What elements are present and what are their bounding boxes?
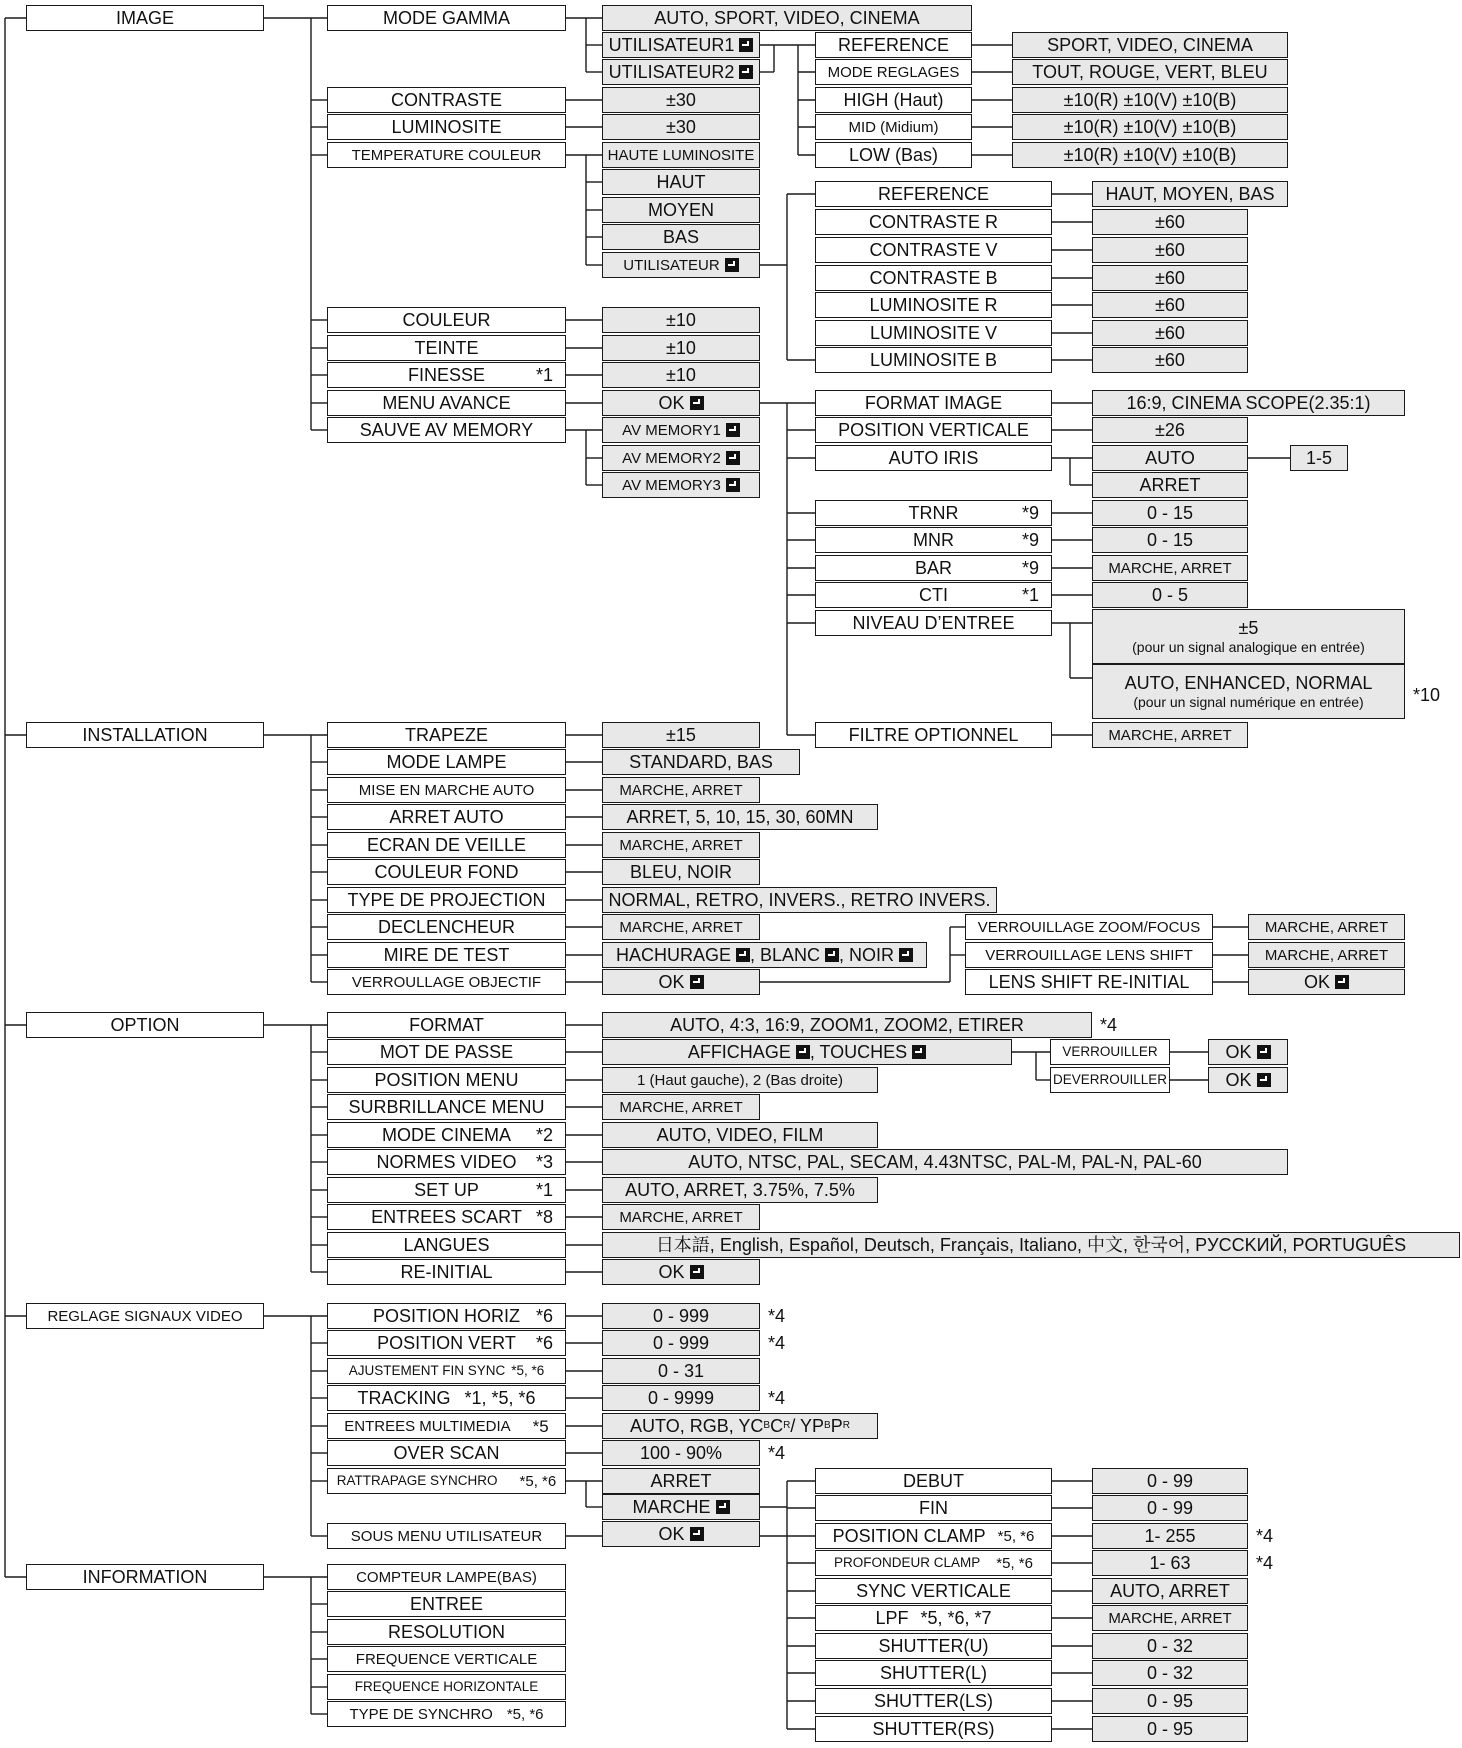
normes-video-footnote: *3 [535, 1152, 553, 1172]
mise-en-marche-auto-item: MISE EN MARCHE AUTO [327, 777, 566, 803]
temp-user-luminosite-r: LUMINOSITE R [815, 292, 1052, 318]
lpf-item: LPF *5, *6, *7 [815, 1605, 1052, 1631]
auto-iris-item: AUTO IRIS [815, 445, 1052, 471]
enter-icon [690, 1265, 704, 1279]
ajustement-fin-sync-value: 0 - 31 [602, 1358, 760, 1384]
normes-video-item: NORMES VIDEO *3 [327, 1149, 566, 1175]
mode-gamma-value: AUTO, SPORT, VIDEO, CINEMA [602, 5, 972, 31]
enter-icon [739, 38, 753, 52]
sous-menu-utilisateur-ok: OK [602, 1521, 760, 1547]
gamma-sub-low-value: ±10(R) ±10(V) ±10(B) [1012, 142, 1288, 168]
auto-iris-arret: ARRET [1092, 472, 1248, 498]
enter-icon [716, 1500, 730, 1514]
langues-value: 日本語, English, Español, Deutsch, Français, Italiano, 中文, 한국어, PУCCKИЙ, PORTUGUÊS [602, 1232, 1460, 1258]
temp-user-reference-value: HAUT, MOYEN, BAS [1092, 181, 1288, 207]
enter-icon [1335, 975, 1349, 989]
category-reglage-signaux-video: REGLAGE SIGNAUX VIDEO [26, 1303, 264, 1329]
mode-gamma-item: MODE GAMMA [327, 5, 566, 31]
over-scan-value: 100 - 90% [602, 1440, 760, 1466]
set-up-footnote: *1 [535, 1180, 553, 1200]
verrouillage-zoom-focus-item: VERROUILLAGE ZOOM/FOCUS [965, 914, 1213, 940]
arret-auto-item: ARRET AUTO [327, 804, 566, 830]
position-clamp-value: 1- 255 [1092, 1523, 1248, 1549]
rattrapage-marche: MARCHE [602, 1494, 760, 1520]
luminosite-value: ±30 [602, 114, 760, 140]
temp-user-contraste-r-value: ±60 [1092, 209, 1248, 235]
verrouiller-ok: OK [1208, 1039, 1288, 1065]
tracking-note4: *4 [768, 1388, 786, 1408]
teinte-item: TEINTE [327, 335, 566, 361]
temp-utilisateur: UTILISATEUR [602, 252, 760, 278]
enter-icon [736, 948, 750, 962]
finesse-footnote: *1 [535, 365, 553, 385]
tracking-footnote: *1, *5, *6 [464, 1388, 536, 1408]
langues-item: LANGUES [327, 1232, 566, 1258]
format-image-value: 16:9, CINEMA SCOPE(2.35:1) [1092, 390, 1405, 416]
verrouillage-lens-shift-value: MARCHE, ARRET [1248, 942, 1405, 968]
position-vert-footnote: *6 [535, 1333, 553, 1353]
type-de-projection-value: NORMAL, RETRO, INVERS., RETRO INVERS. [602, 887, 997, 913]
mnr-item: MNR *9 [815, 527, 1052, 553]
gamma-sub-high: HIGH (Haut) [815, 87, 972, 113]
couleur-fond-item: COULEUR FOND [327, 859, 566, 885]
couleur-value: ±10 [602, 307, 760, 333]
lens-shift-reinitial-item: LENS SHIFT RE-INITIAL [965, 969, 1213, 995]
bar-value: MARCHE, ARRET [1092, 555, 1248, 581]
fin-item: FIN [815, 1495, 1052, 1521]
enter-icon [690, 1527, 704, 1541]
deverrouiller-ok: OK [1208, 1067, 1288, 1093]
set-up-item: SET UP *1 [327, 1177, 566, 1203]
av-memory2: AV MEMORY2 [602, 445, 760, 471]
entree-item: ENTREE [327, 1591, 566, 1617]
temp-user-luminosite-b: LUMINOSITE B [815, 347, 1052, 373]
format-value: AUTO, 4:3, 16:9, ZOOM1, ZOOM2, ETIRER [602, 1012, 1092, 1038]
temp-user-contraste-b-value: ±60 [1092, 265, 1248, 291]
gamma-sub-mid-value: ±10(R) ±10(V) ±10(B) [1012, 114, 1288, 140]
auto-iris-range: 1-5 [1290, 445, 1348, 471]
cti-value: 0 - 5 [1092, 582, 1248, 608]
position-verticale-value: ±26 [1092, 417, 1248, 443]
gamma-sub-low: LOW (Bas) [815, 142, 972, 168]
position-vert-value: 0 - 999 [602, 1330, 760, 1356]
category-option: OPTION [26, 1012, 264, 1038]
surbrillance-menu-value: MARCHE, ARRET [602, 1094, 760, 1120]
enter-icon [899, 948, 913, 962]
mode-cinema-item: MODE CINEMA *2 [327, 1122, 566, 1148]
resolution-item: RESOLUTION [327, 1619, 566, 1645]
entrees-multimedia-value: AUTO, RGB, YC B C R / YP B P R [602, 1413, 878, 1439]
tracking-item: TRACKING *1, *5, *6 [327, 1385, 566, 1411]
surbrillance-menu-item: SURBRILLANCE MENU [327, 1094, 566, 1120]
position-horiz-item: POSITION HORIZ *6 [327, 1303, 566, 1329]
type-de-synchro-footnote: *5, *6 [506, 1705, 544, 1723]
temp-user-reference: REFERENCE [815, 181, 1052, 207]
arret-auto-value: ARRET, 5, 10, 15, 30, 60MN [602, 804, 878, 830]
entrees-multimedia-item: ENTREES MULTIMEDIA *5 [327, 1413, 566, 1439]
normes-video-value: AUTO, NTSC, PAL, SECAM, 4.43NTSC, PAL-M, PAL-N, PAL-60 [602, 1149, 1288, 1175]
position-horiz-value: 0 - 999 [602, 1303, 760, 1329]
menu-avance-item: MENU AVANCE [327, 390, 566, 416]
mnr-value: 0 - 15 [1092, 527, 1248, 553]
enter-icon [1257, 1045, 1271, 1059]
cti-footnote: *1 [1021, 585, 1039, 605]
position-clamp-note4: *4 [1256, 1526, 1274, 1546]
enter-icon [726, 478, 740, 492]
niveau-footnote: *10 [1413, 685, 1441, 705]
category-image: IMAGE [26, 5, 264, 31]
re-initial-ok: OK [602, 1259, 760, 1285]
ajustement-fin-sync-footnote: *5, *6 [511, 1363, 545, 1379]
profondeur-clamp-value: 1- 63 [1092, 1550, 1248, 1576]
temp-user-contraste-v-value: ±60 [1092, 237, 1248, 263]
cti-item: CTI *1 [815, 582, 1052, 608]
teinte-value: ±10 [602, 335, 760, 361]
shutter-ls-item: SHUTTER(LS) [815, 1688, 1052, 1714]
gamma-sub-high-value: ±10(R) ±10(V) ±10(B) [1012, 87, 1288, 113]
declencheur-item: DECLENCHEUR [327, 914, 566, 940]
frequence-verticale-item: FREQUENCE VERTICALE [327, 1646, 566, 1672]
finesse-value: ±10 [602, 362, 760, 388]
gamma-sub-reference: REFERENCE [815, 32, 972, 58]
verrouillage-zoom-focus-value: MARCHE, ARRET [1248, 914, 1405, 940]
enter-icon [739, 65, 753, 79]
entrees-scart-value: MARCHE, ARRET [602, 1204, 760, 1230]
temp-user-luminosite-b-value: ±60 [1092, 347, 1248, 373]
mode-lampe-value: STANDARD, BAS [602, 749, 800, 775]
re-initial-item: RE-INITIAL [327, 1259, 566, 1285]
filtre-optionnel-value: MARCHE, ARRET [1092, 722, 1248, 748]
trnr-value: 0 - 15 [1092, 500, 1248, 526]
av-memory3: AV MEMORY3 [602, 472, 760, 498]
temp-user-contraste-b: CONTRASTE B [815, 265, 1052, 291]
mode-cinema-footnote: *2 [535, 1125, 553, 1145]
set-up-value: AUTO, ARRET, 3.75%, 7.5% [602, 1177, 878, 1203]
niveau-entree-item: NIVEAU D’ENTREE [815, 610, 1052, 636]
mnr-footnote: *9 [1021, 530, 1039, 550]
compteur-lampe-item: COMPTEUR LAMPE(BAS) [327, 1564, 566, 1590]
niveau-analog-value: ±5 (pour un signal analogique en entrée) [1092, 609, 1405, 664]
profondeur-clamp-footnote: *5, *6 [996, 1554, 1033, 1572]
position-clamp-item: POSITION CLAMP *5, *6 [815, 1523, 1052, 1549]
shutter-u-item: SHUTTER(U) [815, 1633, 1052, 1659]
shutter-l-item: SHUTTER(L) [815, 1660, 1052, 1686]
trapeze-item: TRAPEZE [327, 722, 566, 748]
verrouiller-item: VERROUILLER [1050, 1039, 1170, 1065]
shutter-rs-item: SHUTTER(RS) [815, 1716, 1052, 1742]
debut-item: DEBUT [815, 1468, 1052, 1494]
mot-de-passe-value: AFFICHAGE , TOUCHES [602, 1039, 1012, 1065]
lpf-footnote: *5, *6, *7 [920, 1608, 992, 1628]
shutter-rs-value: 0 - 95 [1092, 1716, 1248, 1742]
entrees-scart-footnote: *8 [535, 1207, 553, 1227]
gamma-sub-mode-reglages: MODE REGLAGES [815, 59, 972, 85]
over-scan-item: OVER SCAN [327, 1440, 566, 1466]
temp-user-contraste-v: CONTRASTE V [815, 237, 1052, 263]
trnr-item: TRNR *9 [815, 500, 1052, 526]
temp-haute-luminosite: HAUTE LUMINOSITE [602, 142, 760, 168]
declencheur-value: MARCHE, ARRET [602, 914, 760, 940]
sync-verticale-item: SYNC VERTICALE [815, 1578, 1052, 1604]
contraste-item: CONTRASTE [327, 87, 566, 113]
sauve-av-memory-item: SAUVE AV MEMORY [327, 417, 566, 443]
contraste-value: ±30 [602, 87, 760, 113]
rattrapage-arret: ARRET [602, 1468, 760, 1494]
enter-icon [912, 1045, 926, 1059]
debut-value: 0 - 99 [1092, 1468, 1248, 1494]
profondeur-clamp-item: PROFONDEUR CLAMP *5, *6 [815, 1550, 1052, 1576]
trnr-footnote: *9 [1021, 503, 1039, 523]
utilisateur1-item: UTILISATEUR1 [602, 32, 760, 58]
temp-user-luminosite-r-value: ±60 [1092, 292, 1248, 318]
verrouillage-objectif-ok: OK [602, 969, 760, 995]
position-clamp-footnote: *5, *6 [997, 1527, 1035, 1545]
position-verticale-item: POSITION VERTICALE [815, 417, 1052, 443]
ecran-de-veille-value: MARCHE, ARRET [602, 832, 760, 858]
tracking-value: 0 - 9999 [602, 1385, 760, 1411]
category-installation: INSTALLATION [26, 722, 264, 748]
temp-moyen: MOYEN [602, 197, 760, 223]
over-scan-note4: *4 [768, 1443, 786, 1463]
position-horiz-note4: *4 [768, 1306, 786, 1326]
gamma-sub-reference-value: SPORT, VIDEO, CINEMA [1012, 32, 1288, 58]
format-image-item: FORMAT IMAGE [815, 390, 1052, 416]
mise-en-marche-auto-value: MARCHE, ARRET [602, 777, 760, 803]
enter-icon [690, 975, 704, 989]
temp-user-luminosite-v: LUMINOSITE V [815, 320, 1052, 346]
sous-menu-utilisateur-item: SOUS MENU UTILISATEUR [327, 1523, 566, 1549]
enter-icon [726, 423, 740, 437]
bar-footnote: *9 [1021, 558, 1039, 578]
entrees-scart-item: ENTREES SCART *8 [327, 1204, 566, 1230]
bar-item: BAR *9 [815, 555, 1052, 581]
enter-icon [726, 451, 740, 465]
deverrouiller-item: DEVERROUILLER [1050, 1067, 1170, 1093]
couleur-item: COULEUR [327, 307, 566, 333]
profondeur-clamp-note4: *4 [1256, 1553, 1274, 1573]
rattrapage-synchro-footnote: *5, *6 [519, 1472, 557, 1490]
enter-icon [725, 258, 739, 272]
format-footnote: *4 [1100, 1015, 1118, 1035]
rattrapage-synchro-item: RATTRAPAGE SYNCHRO *5, *6 [327, 1468, 566, 1494]
couleur-fond-value: BLEU, NOIR [602, 859, 760, 885]
temperature-couleur-item: TEMPERATURE COULEUR [327, 142, 566, 168]
position-menu-value: 1 (Haut gauche), 2 (Bas droite) [602, 1067, 878, 1093]
verrouillage-objectif-item: VERROULLAGE OBJECTIF [327, 969, 566, 995]
temp-user-luminosite-v-value: ±60 [1092, 320, 1248, 346]
enter-icon [825, 948, 839, 962]
finesse-item: FINESSE *1 [327, 362, 566, 388]
enter-icon [796, 1045, 810, 1059]
auto-iris-auto: AUTO [1092, 445, 1248, 471]
shutter-u-value: 0 - 32 [1092, 1633, 1248, 1659]
filtre-optionnel-item: FILTRE OPTIONNEL [815, 722, 1052, 748]
temp-bas: BAS [602, 224, 760, 250]
frequence-horizontale-item: FREQUENCE HORIZONTALE [327, 1674, 566, 1700]
utilisateur2-item: UTILISATEUR2 [602, 59, 760, 85]
av-memory1: AV MEMORY1 [602, 417, 760, 443]
entrees-multimedia-footnote: *5 [532, 1416, 549, 1436]
position-vert-note4: *4 [768, 1333, 786, 1353]
gamma-sub-mid: MID (Midium) [815, 114, 972, 140]
lpf-value: MARCHE, ARRET [1092, 1605, 1248, 1631]
menu-avance-ok: OK [602, 390, 760, 416]
ajustement-fin-sync-item: AJUSTEMENT FIN SYNC *5, *6 [327, 1358, 566, 1384]
temp-haut: HAUT [602, 169, 760, 195]
position-menu-item: POSITION MENU [327, 1067, 566, 1093]
fin-value: 0 - 99 [1092, 1495, 1248, 1521]
trapeze-value: ±15 [602, 722, 760, 748]
verrouillage-lens-shift-item: VERROUILLAGE LENS SHIFT [965, 942, 1213, 968]
mode-cinema-value: AUTO, VIDEO, FILM [602, 1122, 878, 1148]
type-de-projection-item: TYPE DE PROJECTION [327, 887, 566, 913]
shutter-l-value: 0 - 32 [1092, 1660, 1248, 1686]
position-horiz-footnote: *6 [535, 1306, 553, 1326]
type-de-synchro-item: TYPE DE SYNCHRO *5, *6 [327, 1701, 566, 1727]
position-vert-item: POSITION VERT *6 [327, 1330, 566, 1356]
enter-icon [690, 396, 704, 410]
mode-lampe-item: MODE LAMPE [327, 749, 566, 775]
mire-de-test-value: HACHURAGE , BLANC , NOIR [602, 942, 927, 968]
ecran-de-veille-item: ECRAN DE VEILLE [327, 832, 566, 858]
gamma-sub-mode-reglages-value: TOUT, ROUGE, VERT, BLEU [1012, 59, 1288, 85]
niveau-numerique-value: AUTO, ENHANCED, NORMAL (pour un signal numérique en entrée) [1092, 664, 1405, 719]
mot-de-passe-item: MOT DE PASSE [327, 1039, 566, 1065]
enter-icon [1257, 1073, 1271, 1087]
mire-de-test-item: MIRE DE TEST [327, 942, 566, 968]
format-item: FORMAT [327, 1012, 566, 1038]
luminosite-item: LUMINOSITE [327, 114, 566, 140]
shutter-ls-value: 0 - 95 [1092, 1688, 1248, 1714]
lens-shift-reinitial-ok: OK [1248, 969, 1405, 995]
temp-user-contraste-r: CONTRASTE R [815, 209, 1052, 235]
sync-verticale-value: AUTO, ARRET [1092, 1578, 1248, 1604]
category-information: INFORMATION [26, 1564, 264, 1590]
